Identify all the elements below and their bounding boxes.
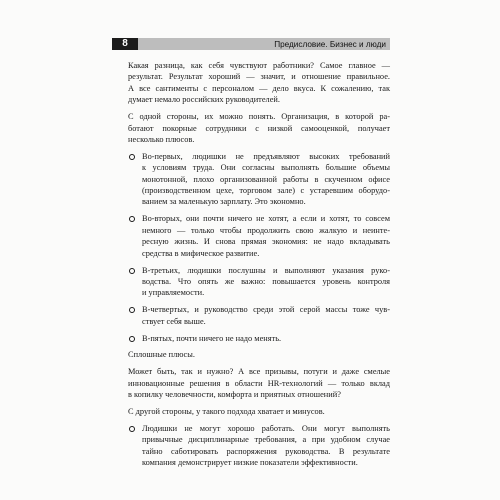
text-line: ванием за маленькую зарплату. Это экономно.	[142, 197, 306, 207]
text-line: Во-первых, людишки не предъявляют высоких требований	[142, 151, 390, 161]
bullet-icon	[129, 336, 135, 342]
paragraph	[128, 406, 390, 417]
text-line: Может быть, так и нужно? А все призывы, потуги и даже смелые	[128, 367, 390, 377]
chapter-title: Предисловие. Бизнес и люди	[274, 39, 386, 49]
text-line: Какая разница, как себя чувствуют работники? Самое главное —	[128, 61, 390, 70]
text-line: ресную жизнь. И снова прямая экономия: не надо вкладывать	[142, 237, 390, 247]
text-line: А все сантименты с персоналом — дело вкуса. К сожалению, так	[128, 83, 390, 93]
intro-paragraphs	[128, 60, 390, 145]
text-line: монотонной, плохо организованной работы в скученном офисе	[142, 174, 390, 184]
bullet-icon	[129, 268, 135, 274]
text-line: ствует себя выше.	[142, 316, 206, 326]
bullet-icon	[129, 154, 135, 160]
text-line: (производственном цехе, торговом зале) с устаревшим оборудо-	[142, 186, 390, 196]
list-item	[128, 333, 390, 344]
paragraph	[128, 60, 390, 106]
disadvantages-list	[128, 423, 390, 469]
text-line: привычные дисциплинарные требования, а при удобном случае	[142, 435, 390, 445]
paragraph	[128, 111, 390, 145]
list-item	[128, 151, 390, 208]
text-line: С другой стороны, у такого подхода хватает и минусов.	[128, 407, 325, 417]
text-line: немного — только чтобы продолжить свою жалкую и неинте-	[142, 225, 390, 235]
text-line: В-пятых, почти ничего не надо менять.	[142, 333, 282, 343]
text-line: ботают покорные сотрудники с низкой самооценкой, получает	[128, 123, 390, 133]
list-item	[128, 265, 390, 299]
text-line: к условиям труда. Они согласны выполнять большие объемы	[142, 163, 390, 173]
text-line: инновационные решения в области HR-технологий — только вклад	[128, 378, 390, 388]
list-item	[128, 423, 390, 469]
header-bar	[138, 38, 390, 50]
page-number: 8	[112, 38, 138, 50]
text-line: в копилку человечности, комфорта и приятных отношений?	[128, 390, 341, 400]
text-line: тайно саботировать распоряжения руководства. В результате	[142, 446, 390, 456]
page-body	[128, 60, 390, 474]
text-line: С одной стороны, их можно понять. Организация, в которой ра-	[128, 112, 390, 122]
text-line: думает немало российских руководителей.	[128, 95, 280, 105]
text-line: и управляемости.	[142, 288, 205, 298]
text-line: Во-вторых, они почти ничего не хотят, а если и хотят, то совсем	[142, 214, 390, 224]
running-header	[112, 38, 390, 50]
text-line: несколько плюсов.	[128, 134, 195, 144]
text-line: В-четвертых, и руководство среди этой серой массы тоже чув-	[142, 305, 390, 315]
middle-paragraphs	[128, 349, 390, 417]
text-line: средства в мифическое развитие.	[142, 248, 260, 258]
list-item	[128, 304, 390, 327]
list-item	[128, 213, 390, 259]
advantages-list	[128, 151, 390, 344]
paragraph	[128, 366, 390, 400]
bullet-icon	[129, 426, 135, 432]
bullet-icon	[129, 307, 135, 313]
text-line: В-третьих, людишки послушны и выполняют указания руко-	[142, 265, 390, 275]
text-line: водства. Что опять же важно: повышается уровень контроля	[142, 276, 390, 286]
paragraph	[128, 349, 390, 360]
text-line: Людишки не могут хорошо работать. Они могут выполнять	[142, 423, 390, 433]
text-line: результат. Результат хороший — значит, и отношение правильное.	[128, 72, 390, 82]
text-line: Сплошные плюсы.	[128, 350, 195, 360]
bullet-icon	[129, 216, 135, 222]
text-line: компания демонстрирует низкие показатели эффективности.	[142, 458, 358, 468]
